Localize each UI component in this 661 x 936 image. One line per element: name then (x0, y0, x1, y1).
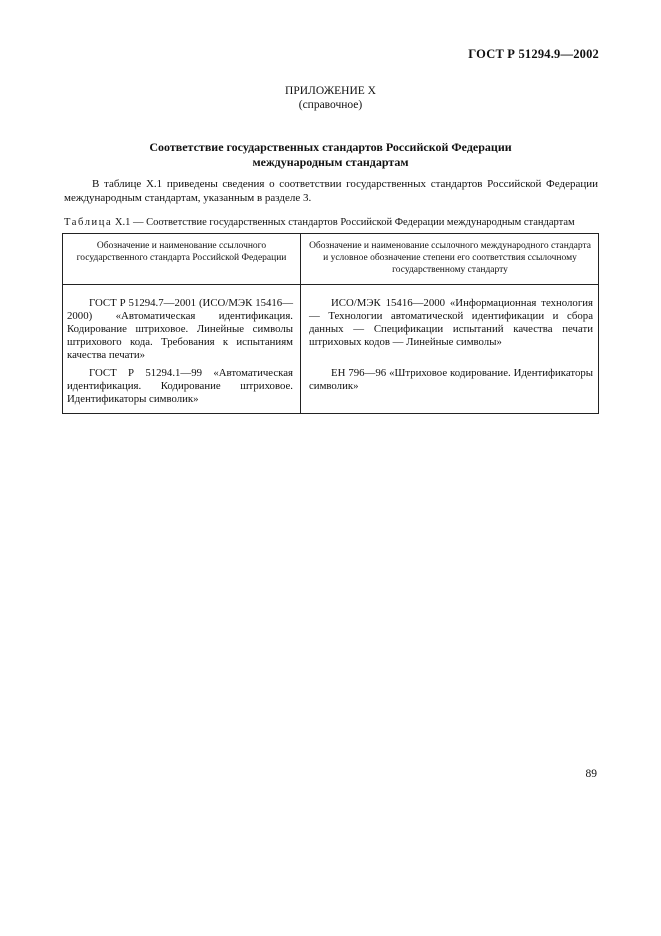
table-cell-national-1: ГОСТ Р 51294.7—2001 (ИСО/МЭК 15416—2000) «Автоматическая идентификация. Кодирование штриховое. Линейные символы штрихового кода. Требования к испытаниям качества печати» (67, 297, 293, 361)
document-code-header: ГОСТ Р 51294.9—2002 (468, 47, 599, 61)
page-number: 89 (585, 768, 597, 780)
table-column-divider (300, 234, 301, 413)
table-cell-international-2: ЕН 796—96 «Штриховое кодирование. Идентификаторы символик» (309, 367, 593, 392)
section-title-line-2: международным стандартам (252, 155, 409, 169)
section-title-line-1: Соответствие государственных стандартов Российской Федерации (149, 140, 512, 154)
table-cell-national-2: ГОСТ Р 51294.1—99 «Автоматическая идентификация. Кодирование штриховое. Идентификаторы символик» (67, 367, 293, 405)
section-title (100, 140, 561, 170)
appendix-heading (0, 84, 661, 112)
appendix-type: (справочное) (298, 99, 363, 111)
appendix-label: ПРИЛОЖЕНИЕ Х (285, 85, 376, 97)
table-caption-prefix: Таблица (64, 217, 113, 228)
table-header-divider (63, 284, 598, 285)
table-header-international: Обозначение и наименование ссылочного международного стандарта и условное обозначение степени его соответствия ссылочному государственному стандарту (309, 241, 591, 275)
intro-paragraph: В таблице Х.1 приведены сведения о соответствии государственных стандартов Российской Федерации международным стандартам, указанным в разделе 3. (64, 178, 598, 204)
standards-table (62, 233, 599, 414)
table-caption-text: Х.1 — Соответствие государственных стандартов Российской Федерации международным стандартам (112, 217, 575, 228)
table-caption (64, 216, 604, 229)
table-header-national: Обозначение и наименование ссылочного государственного стандарта Российской Федерации (76, 241, 287, 263)
table-cell-international-1: ИСО/МЭК 15416—2000 «Информационная технология — Технологии автоматической идентификации и сбора данных — Спецификации испытаний качества печати штриховых кодов — Линейные символы» (309, 297, 593, 348)
